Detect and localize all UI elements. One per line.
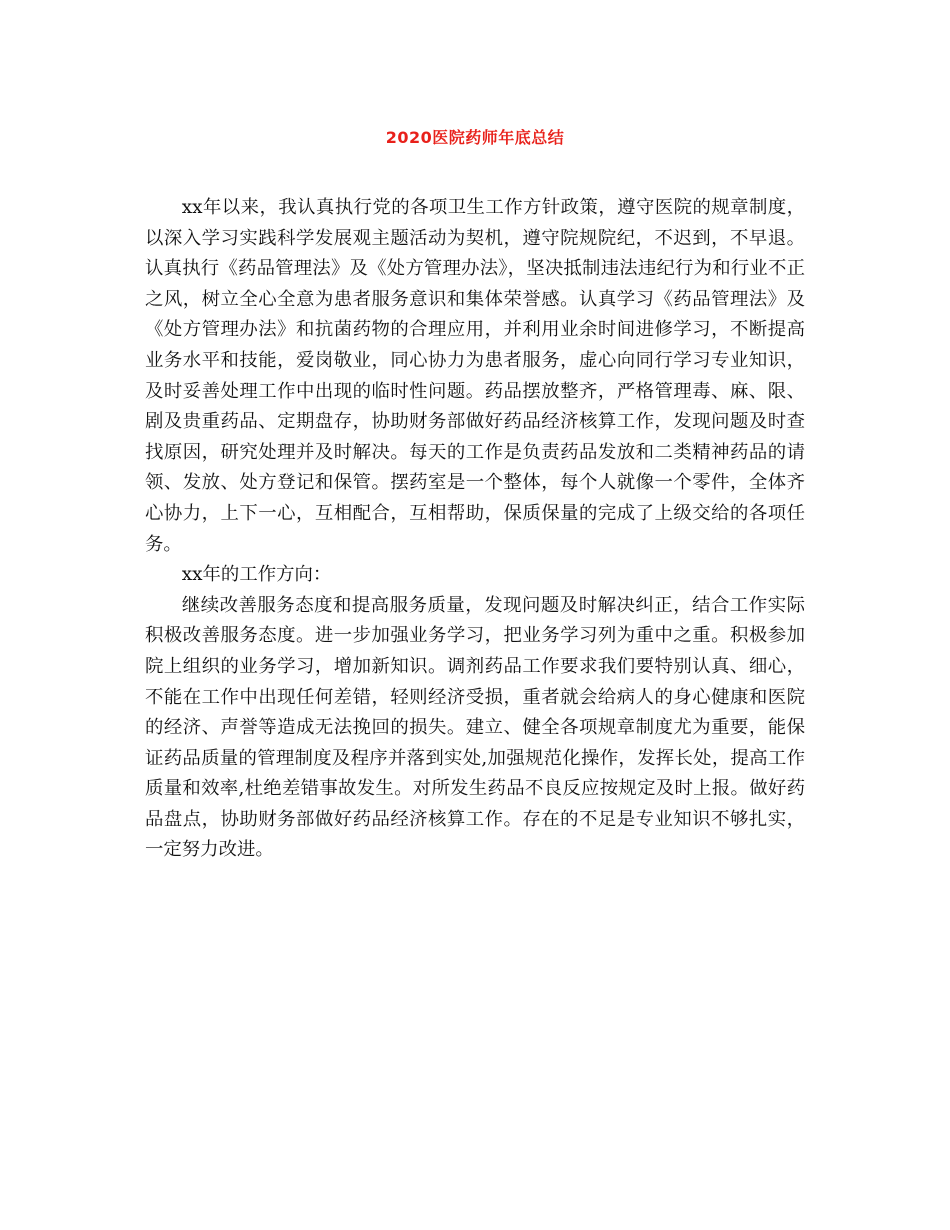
document-title: 2020医院药师年底总结 [385,128,565,147]
document-body [145,193,805,866]
paragraph-work-summary: xx年以来，我认真执行党的各项卫生工作方针政策，遵守医院的规章制度，以深入学习实践科学发展观主题活动为契机，遵守院规院纪，不迟到，不早退。认真执行《药品管理法》及《处方管理办法》，坚决抵制违法违纪行为和行业不正之风，树立全心全意为患者服务意识和集体荣誉感。认真学习《药品管理法》及《处方管理办法》和抗菌药物的合理应用，并利用业余时间进修学习，不断提高业务水平和技能，爱岗敬业，同心协力为患者服务，虚心向同行学习专业知识，及时妥善处理工作中出现的临时性问题。药品摆放整齐，严格管理毒、麻、限、剧及贵重药品、定期盘存，协助财务部做好药品经济核算工作，发现问题及时查找原因，研究处理并及时解决。每天的工作是负责药品发放和二类精神药品的请领、发放、处方登记和保管。摆药室是一个整体，每个人就像一个零件，全体齐心协力，上下一心，互相配合，互相帮助，保质保量的完成了上级交给的各项任务。 [145,197,805,555]
paragraph-work-direction: 继续改善服务态度和提高服务质量，发现问题及时解决纠正，结合工作实际积极改善服务态度。进一步加强业务学习，把业务学习列为重中之重。积极参加院上组织的业务学习，增加新知识。调剂药品工作要求我们要特别认真、细心，不能在工作中出现任何差错，轻则经济受损，重者就会给病人的身心健康和医院的经济、声誉等造成无法挽回的损失。建立、健全各项规章制度尤为重要，能保证药品质量的管理制度及程序并落到实处,加强规范化操作，发挥长处，提高工作质量和效率,杜绝差错事故发生。对所发生药品不良反应按规定及时上报。做好药品盘点，协助财务部做好药品经济核算工作。存在的不足是专业知识不够扎实，一定努力改进。 [145,594,805,861]
paragraph-work-direction-heading: xx年的工作方向： [181,564,332,586]
